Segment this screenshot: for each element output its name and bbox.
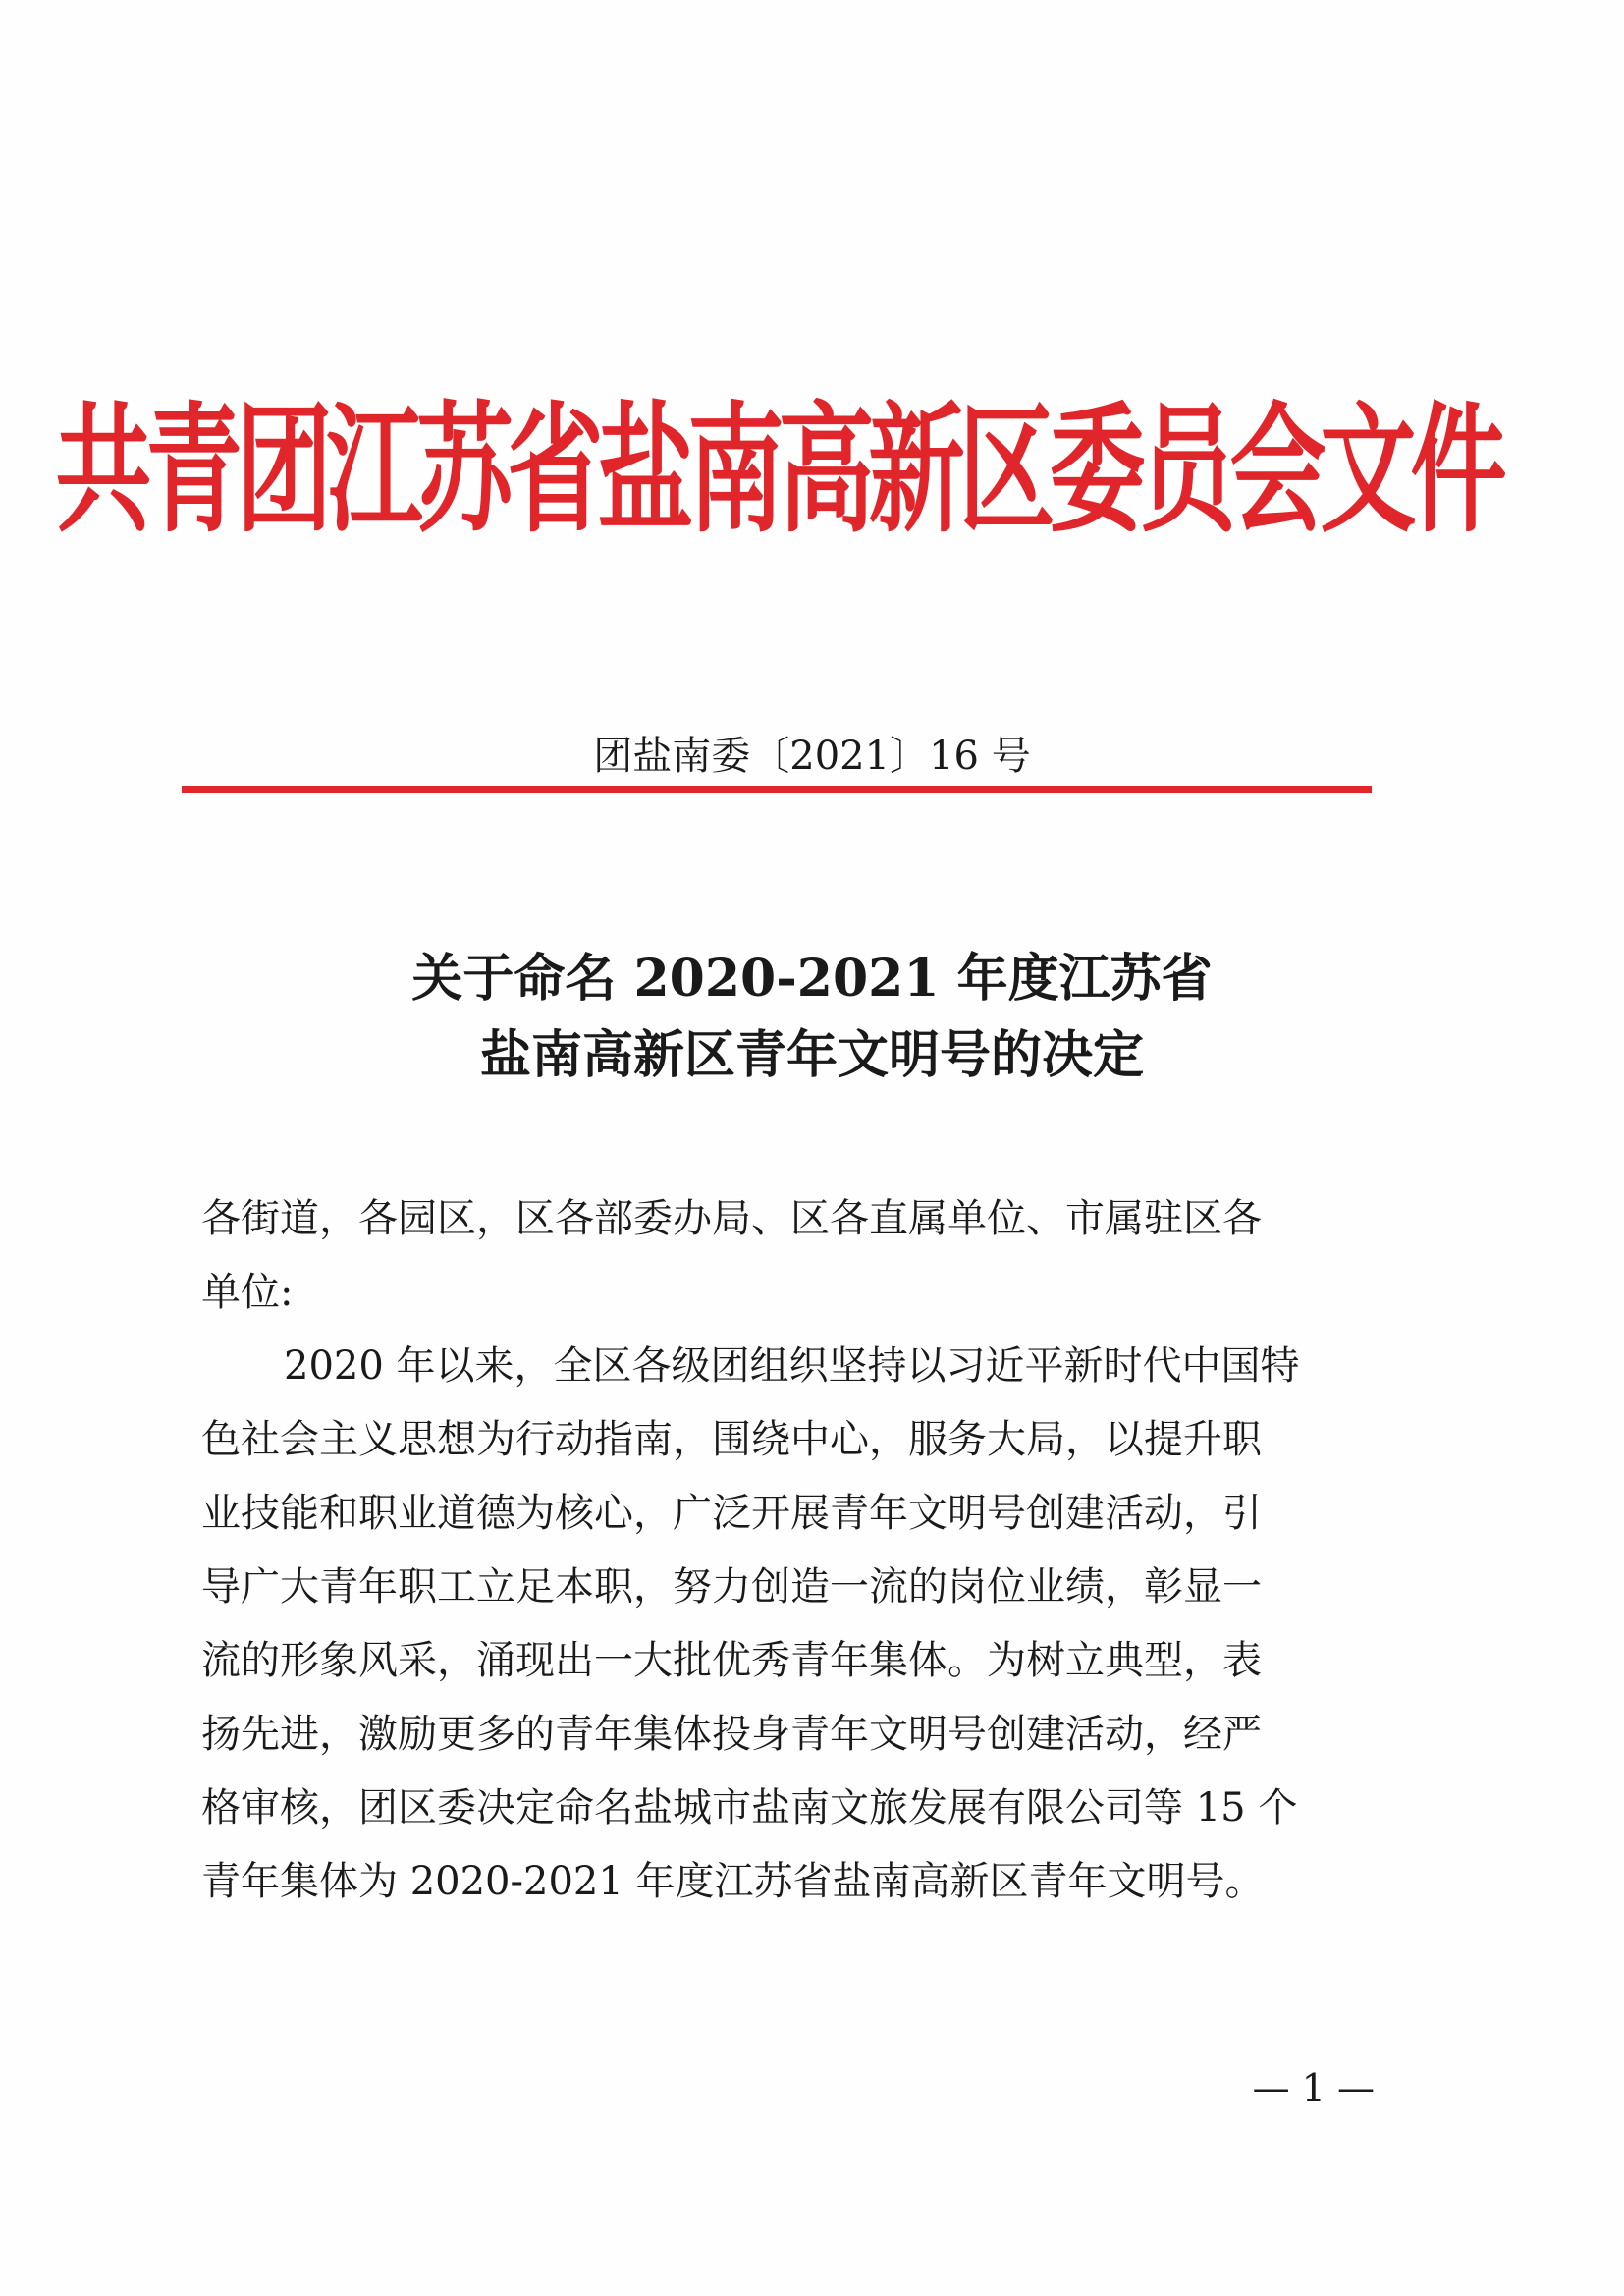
document-title	[0, 941, 1624, 1094]
paragraph-line-1: 2020 年以来，全区各级团组织坚持以习近平新时代中国特	[284, 1343, 1300, 1389]
salutation-line-2: 单位:	[201, 1270, 294, 1315]
paragraph-line-5: 流的形象风采，涌现出一大批优秀青年集体。为树立典型，表	[201, 1638, 1262, 1683]
salutation-line-1: 各街道，各园区，区各部委办局、区各直属单位、市属驻区各	[201, 1196, 1262, 1241]
document-title-line-2: 盐南高新区青年文明号的决定	[479, 1025, 1144, 1085]
paragraph-line-8: 青年集体为 2020-2021 年度江苏省盐南高新区青年文明号。	[201, 1859, 1265, 1904]
red-divider-line	[182, 786, 1372, 793]
page-number: — 1 —	[1252, 2066, 1375, 2109]
paragraph-line-3: 业技能和职业道德为核心，广泛开展青年文明号创建活动，引	[201, 1491, 1262, 1536]
document-body	[201, 1182, 1360, 1919]
paragraph-line-4: 导广大青年职工立足本职，努力创造一流的岗位业绩，彰显一	[201, 1564, 1262, 1610]
document-title-line-1: 关于命名 2020-2021 年度江苏省	[411, 949, 1213, 1009]
paragraph-line-6: 扬先进，激励更多的青年集体投身青年文明号创建活动，经严	[201, 1712, 1262, 1757]
paragraph-line-2: 色社会主义思想为行动指南，围绕中心，服务大局，以提升职	[201, 1417, 1262, 1462]
red-header-title: 共青团江苏省盐南高新区委员会文件	[55, 390, 1501, 553]
paragraph-line-7: 格审核，团区委决定命名盐城市盐南文旅发展有限公司等 15 个	[201, 1785, 1298, 1831]
document-number: 团盐南委〔2021〕16 号	[593, 734, 1031, 779]
